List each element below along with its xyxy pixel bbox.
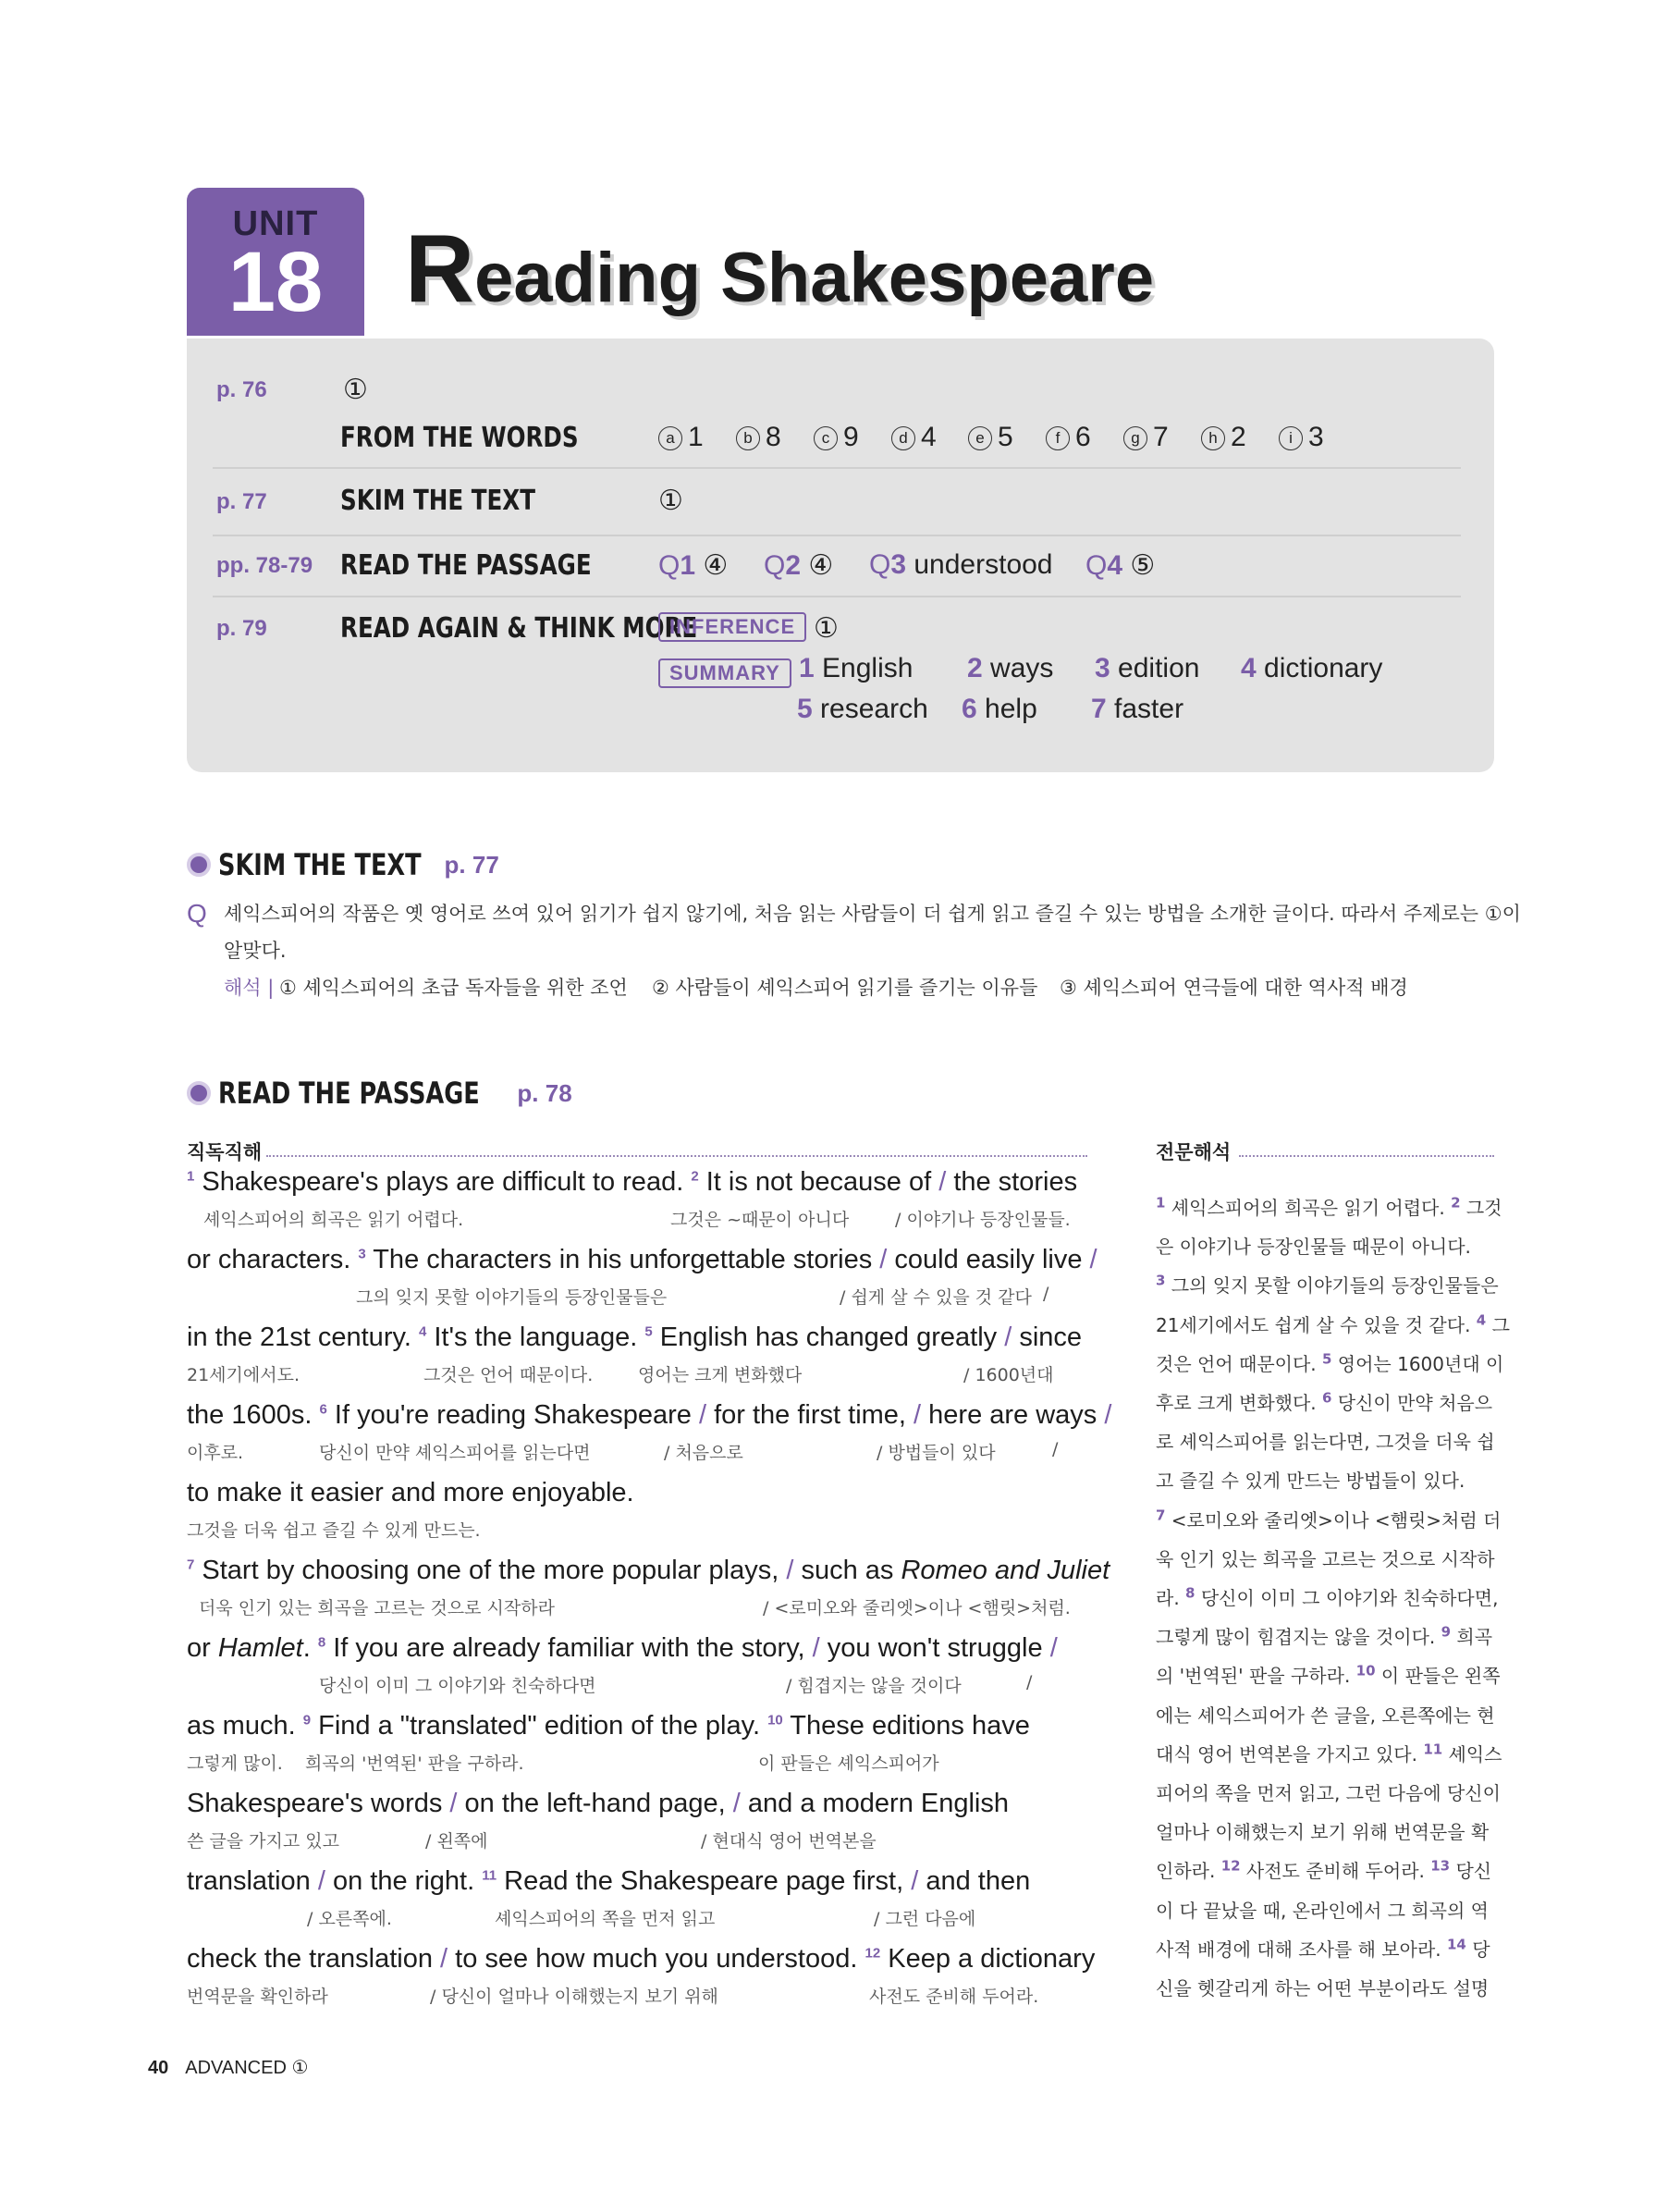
english-line: the 1600s. $^6$ If you're reading Shakespeare / for the first time, / here are ways / [187,1400,1112,1430]
korean-gloss: / 힘겹지는 않을 것이다 [786,1676,962,1696]
dotted-rule [1239,1155,1494,1157]
translation-line: 에는 셰익스피어가 쓴 글을, 오른쪽에는 현 [1156,1704,1495,1727]
korean-gloss: 당신이 이미 그 이야기와 친숙하다면 [319,1676,596,1696]
english-line: in the 21st century. $^4$ It's the language. $^5$ English has changed greatly / since [187,1323,1083,1352]
korean-gloss: / 당신이 얼마나 이해했는지 보기 위해 [430,1987,718,2007]
summary-answer [1241,653,1382,684]
summary-number: 3 [1095,653,1110,683]
summary-answer [797,694,928,725]
sentence-number: 7 [1156,1506,1166,1523]
sentence-number: 6 [1322,1389,1332,1407]
play-title: Romeo and Juliet [901,1556,1110,1585]
row1-page: p. 76 [216,377,267,402]
answer-value: 9 [843,422,859,452]
answer-letter: d [891,426,915,450]
skim-option-3: ③ 셰익스피어 연극들에 대한 역사적 배경 [1060,977,1408,999]
english-line: or Hamlet. $^8$ If you are already familiar with the story, / you won't struggle / [187,1633,1058,1663]
sentence-number: 4 [418,1323,427,1340]
korean-gloss: / [1026,1672,1033,1692]
korean-gloss: / 현대식 영어 번역본을 [701,1831,877,1852]
korean-gloss: 그것은 언어 때문이다. [423,1365,594,1385]
unit-badge [187,188,364,336]
summary-number: 5 [797,694,813,724]
english-line: translation / on the right. $^{11}$ Read the Shakespeare page first, / and then [187,1866,1031,1896]
translation-line: $^7$ <로미오와 줄리엣>이나 <햄릿>처럼 더 [1156,1506,1502,1532]
play-title: Hamlet [217,1633,303,1663]
title-first-letter: R [405,215,475,323]
summary-number: 1 [799,653,815,683]
korean-gloss: / 그런 다음에 [874,1909,976,1929]
row3-q4: Q4 ⑤ [1085,550,1156,581]
summary-answer [962,694,1037,725]
word-answer [1201,422,1246,453]
answer-letter: e [968,426,992,450]
korean-gloss: 21세기에서도. [187,1365,300,1385]
korean-gloss: 더욱 인기 있는 희곡을 고르는 것으로 시작하라 [199,1598,555,1618]
sentence-number: 5 [644,1323,653,1340]
summary-number: 4 [1241,653,1257,683]
answer-letter: g [1123,426,1147,450]
translation-line: 얼마나 이해했는지 보기 위해 번역문을 확 [1156,1821,1490,1844]
word-answer [1046,422,1091,453]
english-line: $^1$ Shakespeare's plays are difficult to read. $^2$ It is not because of / the stories [187,1167,1078,1197]
chunk-divider: / [432,1944,456,1974]
korean-gloss: 셰익스피어의 쪽을 먼저 읽고 [495,1909,716,1929]
answer-letter: f [1046,426,1070,450]
translation-line: $^1$ 셰익스피어의 희곡은 읽기 어렵다. $^2$ 그것 [1156,1194,1502,1219]
chunk-divider: / [725,1789,748,1818]
answer-value: 6 [1075,422,1091,452]
answer-value: 3 [1308,422,1324,452]
translation-line: 것은 언어 때문이다. $^5$ 영어는 1600년대 이 [1156,1350,1504,1375]
sentence-number: 2 [691,1168,699,1185]
summary-word: help [985,694,1037,724]
row3-q3: Q3 understood [869,549,1053,580]
sentence-number: 6 [319,1401,327,1418]
skim-text-line1: 셰익스피어의 작품은 옛 영어로 쓰여 있어 읽기가 쉽지 않기에, 처음 읽는 사람들이 더 쉽게 읽고 즐길 수 있는 방법을 소개한 글이다. 따라서 주제로는 ①이 [224,903,1521,925]
chunk-divider: / [931,1167,954,1197]
answer-value: 7 [1153,422,1169,452]
translation-line: 이 다 끝났을 때, 온라인에서 그 희곡의 역 [1156,1899,1489,1922]
korean-gloss: 당신이 만약 셰익스피어를 읽는다면 [319,1443,591,1463]
chunk-divider: / [903,1866,926,1896]
row4-page: p. 79 [216,616,267,641]
bullet-icon [187,1081,211,1105]
korean-gloss: 이후로. [187,1443,244,1463]
korean-gloss: 그것은 ~때문이 아니다 [670,1210,850,1230]
row4-section: READ AGAIN & THINK MORE [340,612,698,645]
skim-option-2: ② 사람들이 셰익스피어 읽기를 즐기는 이유들 [652,977,1038,999]
english-line: $^7$ Start by choosing one of the more popular plays, / such as Romeo and Juliet [187,1556,1110,1585]
summary-answer [967,653,1053,684]
korean-gloss: 번역문을 확인하라 [187,1987,328,2007]
korean-gloss: 그렇게 많이. [187,1753,283,1774]
korean-gloss: / 1600년대 [963,1365,1054,1385]
korean-gloss: 그것을 더욱 쉽고 즐길 수 있게 만드는. [187,1520,481,1541]
translation-line: 신을 헷갈리게 하는 어떤 부분이라도 설명 [1156,1977,1490,1999]
book-title: ADVANCED ① [185,2058,309,2078]
summary-word: edition [1118,653,1200,683]
korean-gloss: 영어는 크게 변화했다 [638,1365,803,1385]
answer-letter: a [658,426,682,450]
word-answer [968,422,1013,453]
dotted-rule [266,1155,1087,1157]
skim-title: SKIM THE TEXT [218,847,422,882]
chunk-divider: / [779,1556,802,1585]
answer-value: 4 [921,422,937,452]
unit-number: 18 [227,235,324,329]
row2-answer: ① [658,486,683,516]
translation-line: 의 '번역된' 판을 구하라. $^{10}$ 이 판들은 왼쪽 [1156,1662,1501,1688]
passage-title: READ THE PASSAGE [218,1076,480,1111]
row2-page: p. 77 [216,489,267,514]
english-line: as much. $^9$ Find a "translated" edition of the play. $^{10}$ These editions have [187,1711,1030,1741]
sentence-number: 5 [1322,1350,1332,1368]
translation-line: 후로 크게 변화했다. $^6$ 당신이 만약 처음으 [1156,1389,1493,1414]
summary-word: English [822,653,914,683]
row3-q2: Q2 ④ [764,550,834,581]
translation-line: $^3$ 그의 잊지 못할 이야기들의 등장인물들은 [1156,1272,1499,1298]
korean-gloss: / <로미오와 줄리엣>이나 <햄릿>처럼. [763,1598,1071,1618]
chunk-divider: / [310,1866,333,1896]
direct-translation-label: 직독직해 [187,1141,263,1163]
sentence-number: 8 [317,1634,326,1651]
skim-q-letter: Q [187,899,207,928]
row1-section: FROM THE WORDS [340,422,579,454]
english-line: check the translation / to see how much you understood. $^{12}$ Keep a dictionary [187,1944,1096,1974]
korean-gloss: 희곡의 '번역된' 판을 구하라. [305,1753,524,1774]
skim-header [187,847,499,882]
answer-value: 1 [688,422,704,452]
summary-number: 7 [1091,694,1107,724]
sentence-number: 1 [187,1168,195,1185]
summary-number: 6 [962,694,977,724]
page-number: 40 [148,2058,169,2078]
word-answer [891,422,937,453]
translation-line: 21세기에서도 쉽게 살 수 있을 것 같다. $^4$ 그 [1156,1310,1510,1336]
full-translation-label: 전문해석 [1156,1141,1232,1163]
summary-tag: SUMMARY [658,658,791,688]
sentence-number: 3 [1156,1272,1166,1289]
korean-gloss: / 오른쪽에. [307,1909,392,1929]
skim-page: p. 77 [444,850,499,879]
bullet-icon [187,853,211,877]
korean-gloss: 쓴 글을 가지고 있고 [187,1831,339,1852]
summary-word: research [820,694,928,724]
summary-answer [1095,653,1199,684]
english-line: Shakespeare's words / on the left-hand page, / and a modern English [187,1789,1010,1818]
chunk-divider: / [1042,1633,1058,1663]
answer-value: 2 [1231,422,1246,452]
chunk-divider: / [1097,1400,1112,1430]
answer-value: 8 [766,422,781,452]
passage-header [187,1076,572,1111]
sentence-number: 9 [1441,1623,1452,1641]
skim-text-line2: 알맞다. [224,940,287,962]
translation-line: 피어의 쪽을 먼저 읽고, 그런 다음에 당신이 [1156,1782,1501,1804]
sentence-number: 10 [767,1712,783,1729]
skim-option-1: ① 셰익스피어의 초급 독자들을 위한 조언 [279,977,628,999]
chunk-divider: / [997,1323,1020,1352]
divider [213,596,1461,597]
korean-gloss: 그의 잊지 못할 이야기들의 등장인물들은 [356,1287,668,1308]
haeseok-label: 해석 | [224,977,275,999]
sentence-number: 12 [865,1945,881,1962]
word-answer [1123,422,1169,453]
answer-letter: i [1279,426,1303,450]
translation-line: 은 이야기나 등장인물들 때문이 아니다. [1156,1236,1471,1259]
korean-gloss: / 처음으로 [664,1443,743,1463]
summary-word: dictionary [1264,653,1383,683]
sentence-number: 9 [302,1712,312,1729]
translation-line: 사적 배경에 대해 조사를 해 보아라. $^{14}$ 당 [1156,1936,1490,1961]
row2-section: SKIM THE TEXT [340,485,536,517]
sentence-number: 14 [1446,1936,1466,1953]
chunk-divider: / [872,1245,895,1274]
row3-section: READ THE PASSAGE [340,549,592,582]
sentence-number: 7 [187,1556,195,1573]
summary-number: 2 [967,653,983,683]
title-rest: eading Shakespeare [474,239,1155,317]
translation-line: 로 셰익스피어를 읽는다면, 그것을 더욱 쉽 [1156,1431,1495,1454]
page-title [405,215,1154,325]
sentence-number: 11 [1423,1741,1443,1758]
korean-gloss: / 왼쪽에 [425,1831,488,1852]
summary-word: ways [990,653,1054,683]
translation-line: 그렇게 많이 힘겹지는 않을 것이다. $^9$ 희곡 [1156,1623,1493,1649]
chunk-divider: / [905,1400,929,1430]
chunk-divider: / [442,1789,465,1818]
unit-label: UNIT [232,204,319,243]
sentence-number: 4 [1476,1310,1487,1328]
korean-gloss: / [1043,1284,1049,1304]
summary-answer [1091,694,1183,725]
row3-page: pp. 78-79 [216,553,313,578]
word-answer [1279,422,1324,453]
row1-top-answer: ① [343,375,368,405]
chunk-divider: / [804,1633,828,1663]
summary-word: faster [1114,694,1184,724]
page-footer [148,2056,308,2079]
translation-line: 고 즐길 수 있게 만드는 방법들이 있다. [1156,1470,1465,1493]
chunk-divider: / [1082,1245,1098,1274]
korean-gloss: 이 판들은 셰익스피어가 [758,1753,939,1774]
answer-letter: c [814,426,838,450]
english-line: to make it easier and more enjoyable. [187,1478,634,1507]
divider [213,467,1461,469]
translation-line: 라. $^8$ 당신이 이미 그 이야기와 친숙하다면, [1156,1584,1499,1609]
sentence-number: 11 [482,1867,497,1884]
sentence-number: 2 [1451,1194,1461,1212]
korean-gloss: 사전도 준비해 두어라. [869,1987,1039,2007]
sentence-number: 3 [358,1246,366,1262]
word-answer [658,422,704,453]
sentence-number: 1 [1156,1194,1166,1212]
korean-gloss: / [1052,1439,1059,1459]
translation-line: 대식 영어 번역본을 가지고 있다. $^{11}$ 셰익스 [1156,1741,1502,1766]
korean-gloss: / 쉽게 살 수 있을 것 같다 [840,1287,1032,1308]
summary-answer [799,653,913,684]
word-answer [814,422,859,453]
divider [213,535,1461,536]
answer-value: 5 [998,422,1013,452]
row3-q1: Q1 ④ [658,550,729,581]
korean-gloss: 셰익스피어의 희곡은 읽기 어렵다. [203,1210,464,1230]
inference-tag: INFERENCE [658,612,806,642]
sentence-number: 12 [1220,1857,1241,1875]
sentence-number: 10 [1355,1662,1376,1679]
passage-page: p. 78 [517,1078,572,1107]
inference-answer: ① [814,613,839,644]
sentence-number: 8 [1185,1584,1196,1602]
answer-letter: h [1201,426,1225,450]
word-answer [736,422,781,453]
korean-gloss: / 방법들이 있다 [877,1443,996,1463]
english-line: or characters. $^3$ The characters in his unforgettable stories / could easily live / [187,1245,1098,1274]
answer-letter: b [736,426,760,450]
korean-gloss: / 이야기나 등장인물들. [895,1210,1071,1230]
translation-line: 인하라. $^{12}$ 사전도 준비해 두어라. $^{13}$ 당신 [1156,1857,1492,1883]
chunk-divider: / [691,1400,715,1430]
sentence-number: 13 [1430,1857,1451,1875]
translation-line: 욱 인기 있는 희곡을 고르는 것으로 시작하 [1156,1547,1495,1570]
